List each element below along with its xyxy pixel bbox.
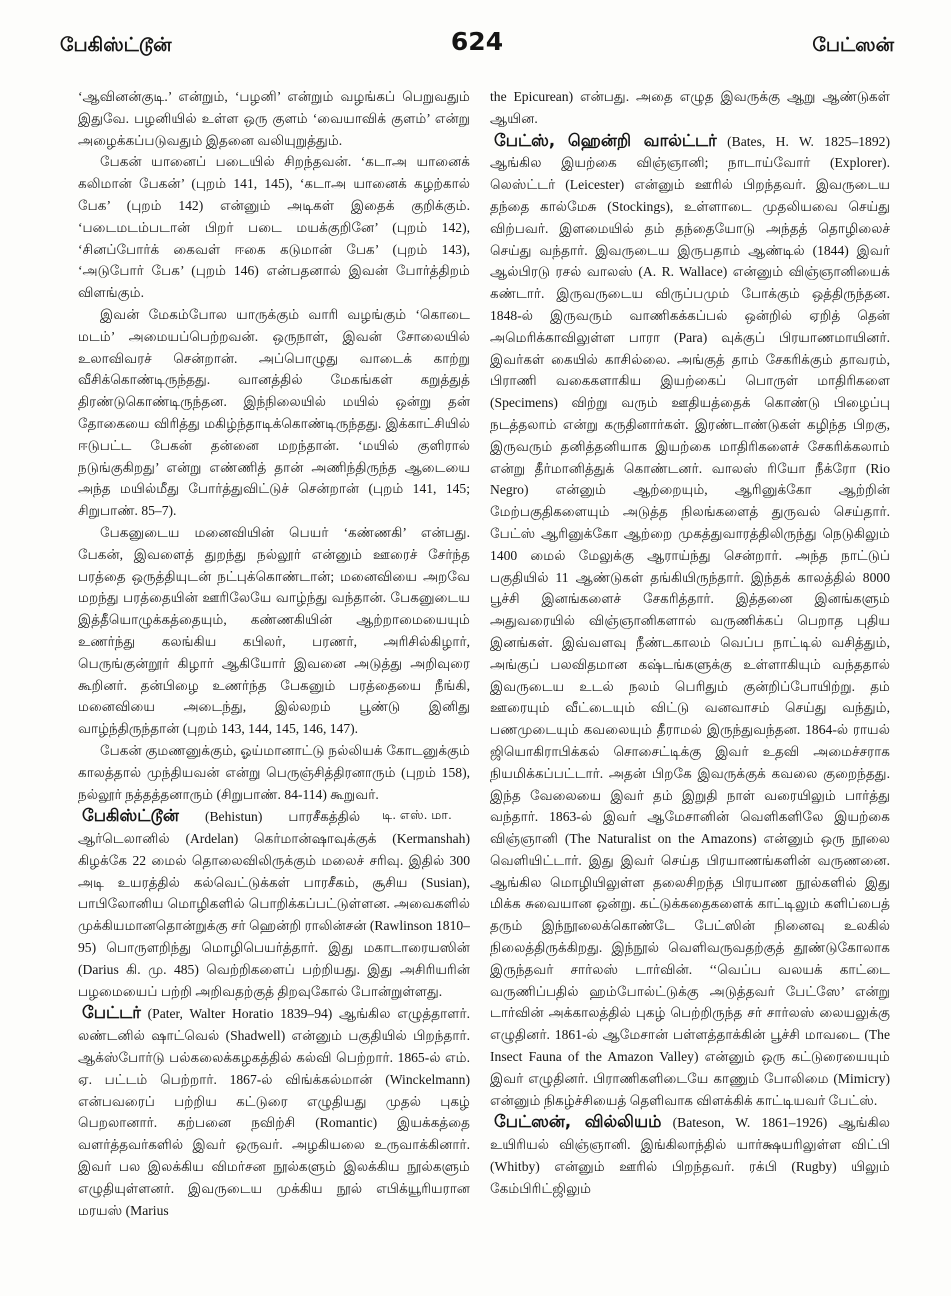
paragraph-text: பேகனுடைய மனைவியின் பெயர் ‘கண்ணகி’ என்பது. பேகன், இவளைத் துறந்து நல்லூர் என்னும் ஊரைச் சேர்ந்த பரத்தை ஒருத்தியுடன் நட்புக்கொண்டான்; மனைவியை அறவே மறந்து பரத்தையின் ஊரிலேயே வாழ்ந்து வந்தான். பேகனுடைய இத்தீயொழுக்கத்தையும், கண்ணகியின் ஆற்றாமையையும் உணர்ந்து கலங்கிய கபிலர், பரணர், அரிசில்கிழார், பெருங்குன்றூர் கிழார் ஆகியோர் இவனை அடுத்து அறிவுரை கூறினர். தன்பிழை உணர்ந்த பேகனும் பரத்தையை நீங்கி, மனைவியை அடைந்து, இல்லறம் பூண்டு இனிது வாழ்ந்திருந்தான் (புறம் 143, 144, 145, 146, 147).: [78, 524, 470, 737]
paragraph-text: (Behistun) பாரசீகத்தில் ஆர்டெலானில் (Ardelan) கெர்மான்ஷாவுக்குக் (Kermanshah) கிழக்கே 22 மைல் தொலைவிலிருக்கும் மலைச் சரிவு. இதில் 300 அடி உயரத்தில் கல்வெட்டுக்கள் பாரசீகம், சூசிய (Susian), பாபிலோனிய மொழிகளில் பொறிக்கப்பட்டுள்ளன. அவைகளில் முக்கியமானதொன்றுக்கு சர் ஹென்றி ராலின்சன் (Rawlinson 1810–95) பொருளறிந்து மொழிபெயர்த்தார். இது மகாடாரையஸின் (Darius கி. மு. 485) வெற்றிகளைப் பற்றியது. இது அசிரியரின் பழமையைப் பற்றி அறிவதற்குத் திறவுகோல் போன்றுள்ளது.: [78, 809, 470, 999]
paragraph-text: ‘ஆவினன்குடி.’ என்றும், ‘பழனி’ என்றும் வழங்கப் பெறுவதும் இதுவே. பழனியில் உள்ள ஒரு குளம் ‘வையாவிக் குளம்’ என்று அழைக்கப்படுவதும் இதனை வலியுறுத்தும்.: [78, 89, 470, 148]
header-right-title: பேட்ஸன்: [812, 34, 894, 56]
paragraph: [490, 86, 890, 130]
paragraph-text: பேகன் யானைப் படையில் சிறந்தவன். ‘கடாஅ யானைக் கலிமான் பேகன்’ (புறம் 141, 145), ‘கடாஅ யானைக் கழற்கால் பேக’ (புறம் 142) என்னும் அடிகள் இதைக் குறிக்கும். ‘படைமடம்படான் பிறர் படை மயக்குறினே’ (புறம் 142), ‘சினப்போர்க் கைவள் ஈகை கடுமான் பேக’ (புறம் 143), ‘அடுபோர் பேக’ (புறம் 146) என்பதனால் இவன் போர்த்திறம் விளங்கும்.: [78, 154, 470, 301]
left-column: [78, 86, 470, 1266]
paragraph: [78, 304, 470, 522]
paragraph: [78, 522, 470, 740]
paragraph-text: (Bates, H. W. 1825–1892) ஆங்கில இயற்கை விஞ்ஞானி; நாடாய்வோர் (Explorer). லெஸ்ட்டர் (Leicester) என்னும் ஊரில் பிறந்தவர். இவருடைய தந்தை கால்மேசு (Stockings), உள்ளாடை முதலியவை செய்து விற்பவர். இளமையில் தம் தந்தையோடு அந்தத் தொழிலைச் செய்து வந்தார். இவருடைய இருபதாம் ஆண்டில் (1844) இவர் ஆல்பிரடு ரசல் வாலஸ் (A. R. Wallace) என்னும் விஞ்ஞானியைக் கண்டார். இருவருடைய விருப்பமும் போக்கும் ஒத்திருந்தன. 1848-ல் இருவரும் வாணிகக்கப்பல் ஒன்றில் ஏறித் தென் அமெரிக்காவிலுள்ள பாரா (Para) வுக்குப் பிரயாணமாயினர். இவர்கள் கையில் காசில்லை. அங்குத் தாம் சேகரிக்கும் தாவரம், பிராணி வகைகளாகிய இயற்கைப் பொருள் மாதிரிகளை (Specimens) விற்று வரும் ஊதியத்தைக் கொண்டு பிழைப்பு நடத்தலாம் என்று கருதினார்கள். இரண்டாண்டுகள் கழிந்த பிறகு, இருவரும் தனித்தனியாக இயற்கை மாதிரிகளைச் சேகரிக்கலாம் என்று தீர்மானித்துக் கொண்டனர். வாலஸ் ரியோ நீக்ரோ (Rio Negro) என்னும் ஆற்றையும், ஆரினுக்கோ ஆற்றின் மேற்பகுதிகளையும் அடுத்த நிலங்களைத் துருவல் செய்தார். பேட்ஸ் ஆரினுக்கோ ஆற்றை முகத்துவாரத்திலிருந்து நெடுகிலும் 1400 மைல் மேலுக்கு ஆராய்ந்து சென்றார். அந்த நாட்டுப் பகுதியில் 11 ஆண்டுகள் தங்கியிருந்தார். இந்தக் காலத்தில் 8000 பூச்சி இனங்களைச் சேகரித்தார். இத்தனை இனங்களும் அதுவரையில் விஞ்ஞானிகளால் வருணிக்கப் பெறாத புதிய இனங்கள். இவ்வளவு நீண்டகாலம் வெப்ப நாட்டில் வசித்தும், அங்குப் பலவிதமான கஷ்டங்களுக்கு உள்ளாகியும் வந்ததால் இவருடைய உடல் நலம் பெரிதும் குன்றிப்போயிற்று. தம் ஊரையும் வீட்டையும் விட்டு வனவாசம் செய்து வந்தும், பணமுடையும் கவலையும் தீராமல் இருந்துவந்தன. 1864-ல் ராயல் ஜியொகிராபிக்கல் சொசைட்டிக்கு இவர் உதவி அமைச்சராக நியமிக்கப்பட்டார். அதன் பிறகே இவருக்குக் கவலை குறைந்தது. இந்த வேலையை இவர் தம் இறுதி நாள் வரையிலும் பார்த்து வந்தார். 1863-ல் இவர் ஆமேசானின் வெளிகளிலே இயற்கை விஞ்ஞானி (The Naturalist on the Amazons) என்னும் ஒரு நூலை வெளியிட்டார். இது இவர் செய்த பிரயாணங்களின் வருணனை. ஆங்கில மொழியிலுள்ள தலைசிறந்த பிரயாண நூல்களில் இது மிக்க சுவையான ஒன்று. கட்டுக்கதைகளைக் காட்டிலும் களிப்பைத் தரும் இந்நூலைக்கொண்டே பேட்ஸின் நினைவு உலகில் நிலைத்திருக்கிறது. இந்நூல் வெளிவருவதற்குத் தூண்டுகோலாக இருந்தவர் சார்லஸ் டார்வின். ‘‘வெப்ப வலயக் காட்டை வருணிப்பதில் ஹம்போல்ட்டுக்கு அடுத்தவர் பேட்ஸே’ என்று டார்வின் அக்காலத்தில் புகழ் பெற்றிருந்த சர் சார்லஸ் லையலுக்கு எழுதினர். 1861-ல் ஆமேசான் பள்ளத்தாக்கின் பூச்சி மாவடை (The Insect Fauna of the Amazon Valley) என்னும் ஒரு கட்டுரையையும் இவர் எழுதினர். பிராணிகளிடையே காணும் போலிமை (Mimicry) என்னும் நிகழ்ச்சியைத் தெளிவாக விளக்கிக் காட்டியவர் பேட்ஸ்.: [490, 133, 890, 1108]
paragraph-text: பேகன் குமணனுக்கும், ஓய்மானாட்டு நல்லியக் கோடனுக்கும் காலத்தால் முந்தியவன் என்று பெருஞ்சித்திரனாரும் (புறம் 158), நல்லூர் நத்தத்தனாரும் (சிறுபாண். 84-114) கூறுவர்.: [78, 742, 470, 802]
entry-paragraph: [490, 130, 890, 1112]
entry-paragraph: [78, 805, 470, 1002]
paragraph: [78, 151, 470, 304]
right-column: [490, 86, 890, 1266]
entry-heading: பேகிஸ்ட்டூன்: [82, 806, 179, 826]
entry-heading: பேட்ஸ், ஹென்றி வால்ட்டர்: [494, 130, 717, 150]
paragraph-text: the Epicurean) என்பது. அதை எழுத இவருக்கு ஆறு ஆண்டுகள் ஆயின.: [490, 89, 890, 126]
entry-paragraph: [78, 1002, 470, 1221]
entry-paragraph: [490, 1111, 890, 1199]
author-signature: டி. எஸ். மா.: [382, 808, 452, 823]
paragraph: [78, 86, 470, 151]
paragraph-text: இவன் மேகம்போல யாருக்கும் வாரி வழங்கும் ‘கொடை மடம்’ அமையப்பெற்றவன். ஒருநாள், இவன் சோலையில் உலாவிவரச் சென்றான். அப்பொழுது வாடைக் காற்று வீசிக்கொண்டிருந்தது. வானத்தில் மேகங்கள் கறுத்துத் திரண்டுகொண்டிருந்தன. இந்நிலையில் மயில் ஒன்று தன் தோகையை விரித்து மகிழ்ந்தாடிக்கொண்டிருந்தது. இக்காட்சியில் ஈடுபட்ட பேகன் தன்னை மறந்தான். ‘மயில் குளிரால் நடுங்குகிறது’ என்று எண்ணித் தான் அணிந்திருந்த ஆடையை அந்த மயில்மீது போர்த்துவிட்டுச் சென்றான் (புறம் 141, 145; சிறுபாண். 85–7).: [78, 306, 470, 519]
paragraph-text: (Bateson, W. 1861–1926) ஆங்கில உயிரியல் விஞ்ஞானி. இங்கிலாந்தில் யார்க்ஷயரிலுள்ள விட்பி (Whitby) என்னும் ஊரில் பிறந்தவர். ரக்பி (Rugby) யிலும் கேம்பிரிட்ஜிலும்: [490, 1115, 890, 1196]
entry-heading: பேட்ஸன், வில்லியம்: [494, 1112, 662, 1132]
page-number: 624: [450, 27, 504, 56]
page-header: [60, 26, 894, 66]
paragraph-text: (Pater, Walter Horatio 1839–94) ஆங்கில எழுத்தாளர். லண்டனில் ஷாட்வெல் (Shadwell) என்னும் பகுதியில் பிறந்தார். ஆக்ஸ்போர்டு பல்கலைக்கழகத்தில் கல்வி பெற்றார். 1865-ல் எம். ஏ. பட்டம் பெற்றார். 1867-ல் விங்க்கல்மான் (Winckelmann) என்பவரைப் பற்றிய கட்டுரை எழுதியது முதல் புகழ் பெறலானார். கற்பனை நவிற்சி (Romantic) இயக்கத்தை வளர்த்தவர்களில் இவர் ஒருவர். அழகியலை உருவாக்கினார். இவர் பல இலக்கிய விமர்சன நூல்களும் இலக்கிய நூல்களும் எழுதியுள்ளனர். இவருடைய முக்கிய நூல் எபிக்யூரியரான மரயஸ் (Marius: [78, 1006, 470, 1218]
header-left-title: பேகிஸ்ட்டூன்: [60, 34, 172, 56]
entry-heading: பேட்டர்: [82, 1003, 141, 1023]
